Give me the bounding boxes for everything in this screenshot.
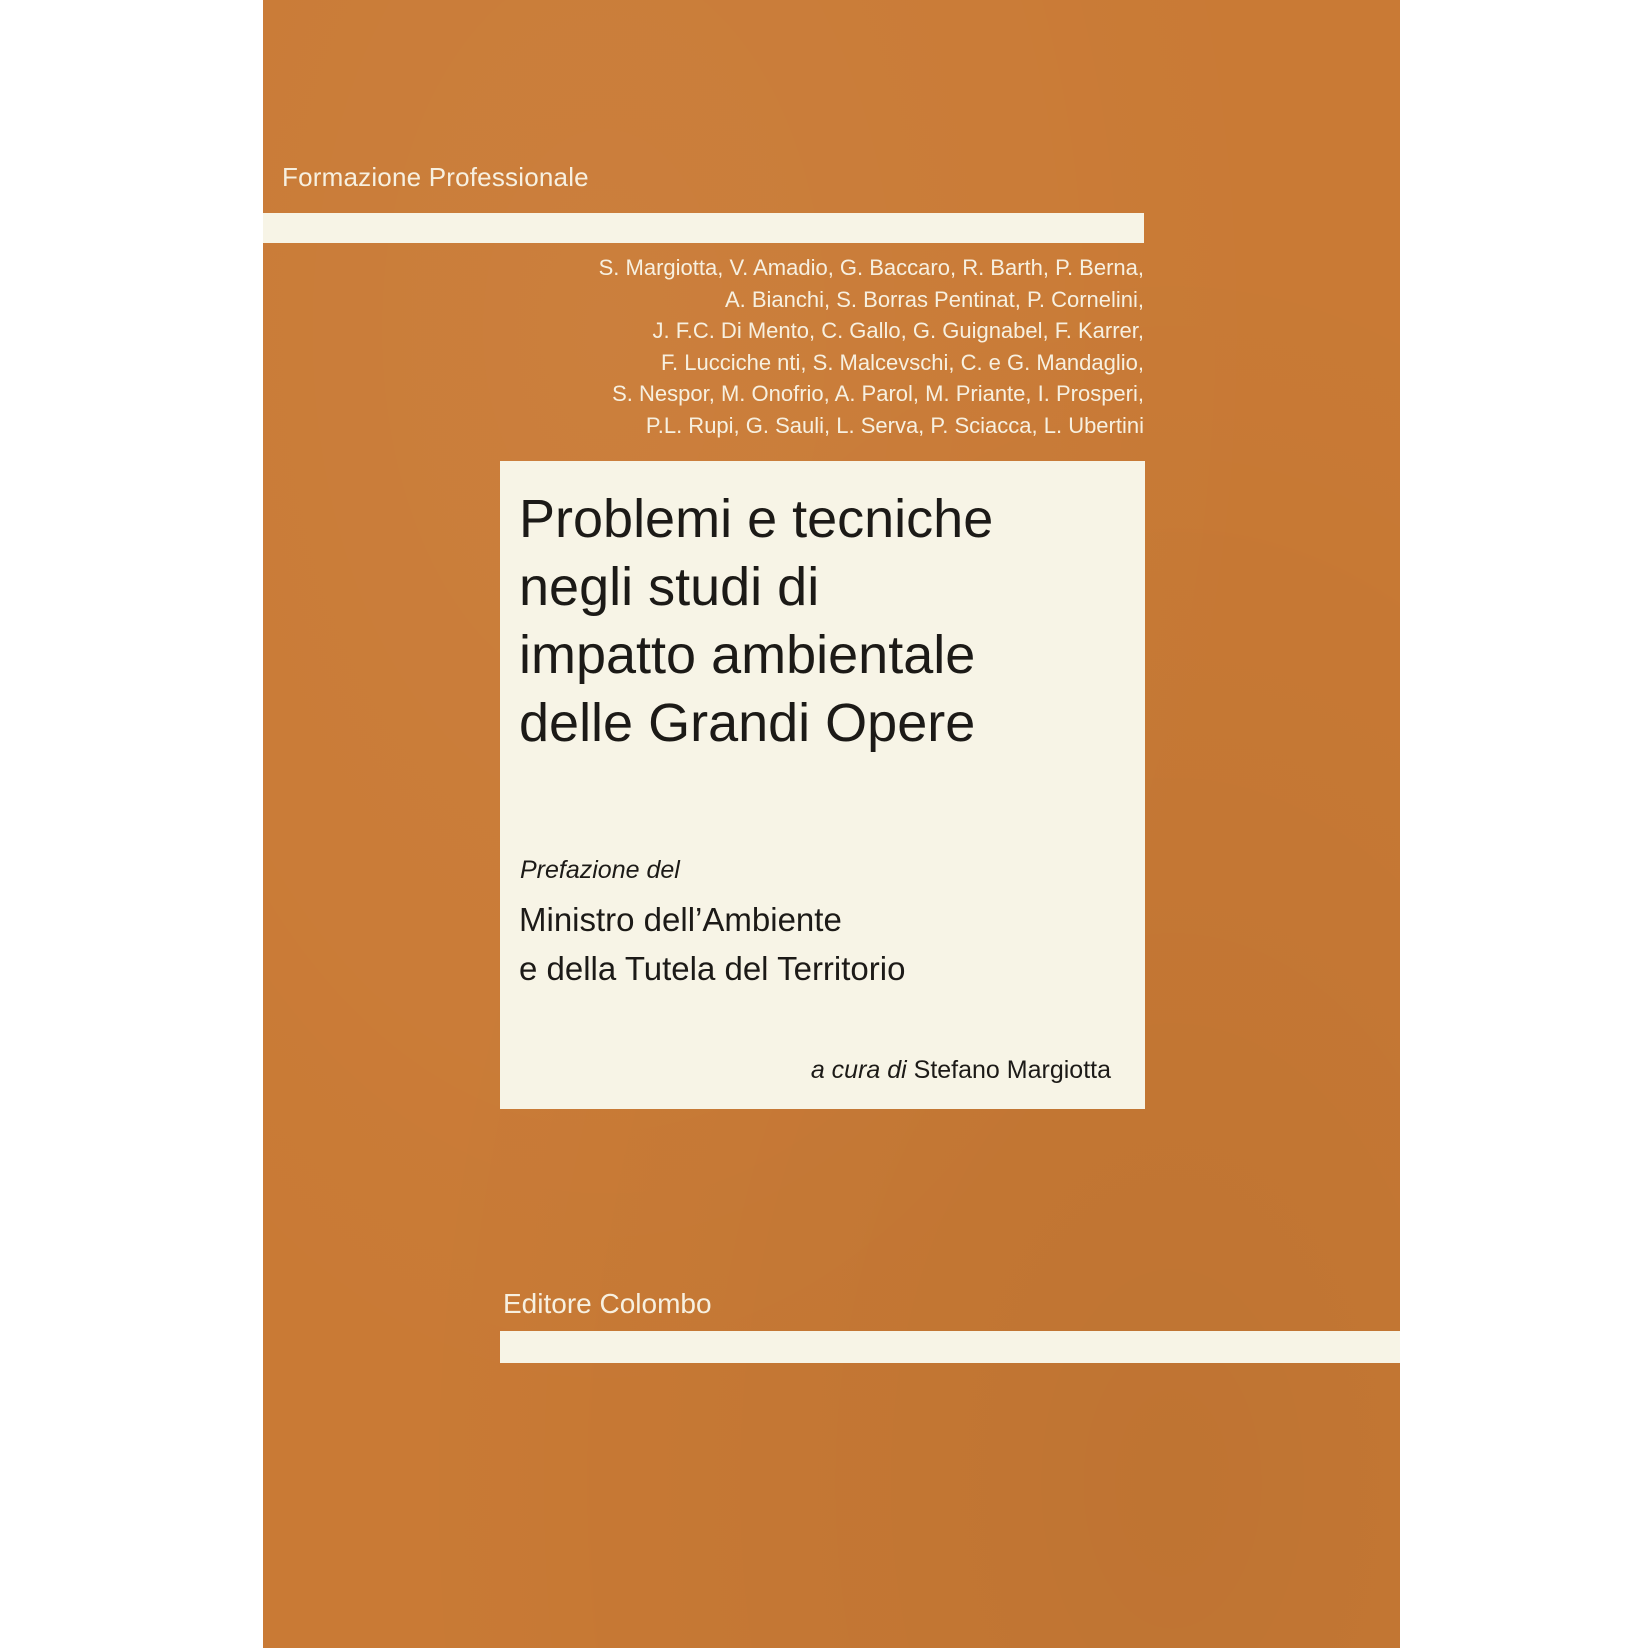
author-line: P.L. Rupi, G. Sauli, L. Serva, P. Sciacca, L. Ubertini [645, 412, 1144, 438]
editor-name: Stefano Margiotta [913, 1056, 1111, 1084]
series-name: Formazione Professionale [282, 162, 589, 192]
title-line: negli studi di [519, 557, 820, 617]
title-line: Problemi e tecniche [519, 489, 994, 549]
book-cover [263, 0, 1400, 1648]
author-line: S. Margiotta, V. Amadio, G. Baccaro, R. Barth, P. Berna, [598, 255, 1144, 280]
author-list [263, 252, 1144, 441]
author-line: A. Bianchi, S. Borras Pentinat, P. Cornelini, [724, 286, 1144, 312]
top-band [263, 213, 1144, 243]
editor-label: a cura di [810, 1056, 907, 1084]
preface-label: Prefazione del [520, 856, 680, 884]
author-line: J. F.C. Di Mento, C. Gallo, G. Guignabel, F. Karrer, [652, 318, 1144, 343]
preface-line: Ministro dell’Ambiente [519, 901, 842, 938]
editor-credit [811, 1056, 1111, 1085]
publisher-name: Editore Colombo [503, 1288, 712, 1319]
author-line: S. Nespor, M. Onofrio, A. Parol, M. Priante, I. Prosperi, [612, 381, 1144, 406]
preface-author [519, 895, 905, 993]
author-line: F. Lucciche nti, S. Malcevschi, C. e G. Mandaglio, [661, 349, 1144, 375]
title-line: impatto ambientale [519, 625, 976, 685]
title-panel [500, 461, 1145, 1109]
preface-line: e della Tutela del Territorio [519, 950, 906, 987]
title-line: delle Grandi Opere [519, 693, 976, 753]
bottom-band [500, 1331, 1400, 1363]
book-title [519, 485, 1139, 757]
